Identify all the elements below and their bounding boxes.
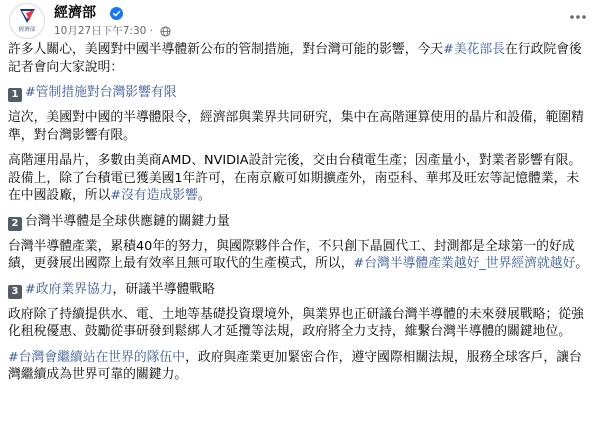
hashtag-government-industry[interactable]: #政府業界協力 [25,281,113,297]
post-meta [54,25,171,39]
section-2-heading [8,213,590,231]
hashtag-no-impact[interactable]: #沒有造成影響 [110,188,198,203]
section-1-paragraph-2 [8,152,590,205]
section-1-paragraph-2-end: 。 [197,188,211,203]
intro-text-end: 在行政院會後記者會向大家說明： [8,42,582,75]
hashtag-semiconductor-economy[interactable]: #台灣半導體產業越好_世界經濟就越好 [353,256,576,271]
section-1-paragraph-1: 這次，美國對中國的半導體限令，經濟部與業界共同研究，集中在高階運算使用的晶片和設備，範圍精準，對台灣影響有限。 [8,110,584,143]
intro-paragraph [8,41,590,76]
intro-text: 許多人關心，美國對中國半導體新公布的管制措施，對台灣可能的影響，今天 [8,42,444,57]
hashtag-taiwan-world-team[interactable]: #台灣會繼續站在世界的隊伍中 [8,349,186,365]
section-2-end: 。 [575,256,589,271]
hashtag-minister[interactable]: #美花部長 [443,42,506,57]
section-2-title: 台灣半導體是全球供應鏈的關鍵力量 [25,213,230,229]
closing-text: ，政府與產業更加緊密合作，遵守國際相關法規，服務全球客戶，讓台灣繼續成為世界可靠的關鍵力。 [8,349,582,382]
author-name[interactable]: 經濟部 [54,5,96,21]
section-1-paragraph-2-text: 高階運用晶片，多數由美商AMD、NVIDIA設計完後，交由台積電生產；因產量小，對業者影響有限。設備上，除了台積電已獲美國1年許可，在南京廠可如期擴產外，南亞科、華邦及旺宏等記憶體業，未在中國設廠，所以 [8,153,582,203]
keycap-2-icon: 2 [8,217,22,231]
hashtag-limited-impact[interactable]: #管制措施對台灣影響有限 [25,85,177,100]
post-timestamp[interactable]: 10月27日下午7:30 [54,25,147,37]
page-avatar[interactable] [9,3,45,39]
globe-icon[interactable] [160,26,171,37]
section-2-paragraph [8,238,590,273]
more-options-icon[interactable] [568,10,588,24]
keycap-1-icon: 1 [8,88,22,102]
section-1-heading [8,84,590,102]
verified-badge-icon [110,7,123,20]
keycap-3-icon: 3 [8,285,22,299]
section-2-text: 台灣半導體產業，累積40年的努力，與國際夥伴合作，不只創下晶圓代工、封測都是全球第一的好成績，更發展出國際上最有效率且無可取代的生產模式，所以， [8,238,575,271]
post-body [8,41,590,392]
avatar-caption: 經濟部 [18,27,36,33]
section-3-heading [8,281,590,299]
meta-separator: · [149,25,153,37]
section-3-title: ，研議半導體戰略 [112,281,215,297]
section-3-paragraph: 政府除了持續提供水、電、土地等基礎投資環境外，與業界也正研議台灣半導體的未來發展戰略；從強化租稅優惠、鼓勵從事研發到鬆綁人才延攬等法規，政府將全力支持，維繫台灣半導體的關鍵地位。 [8,306,584,339]
closing-paragraph [8,349,590,384]
post-header [8,2,592,44]
